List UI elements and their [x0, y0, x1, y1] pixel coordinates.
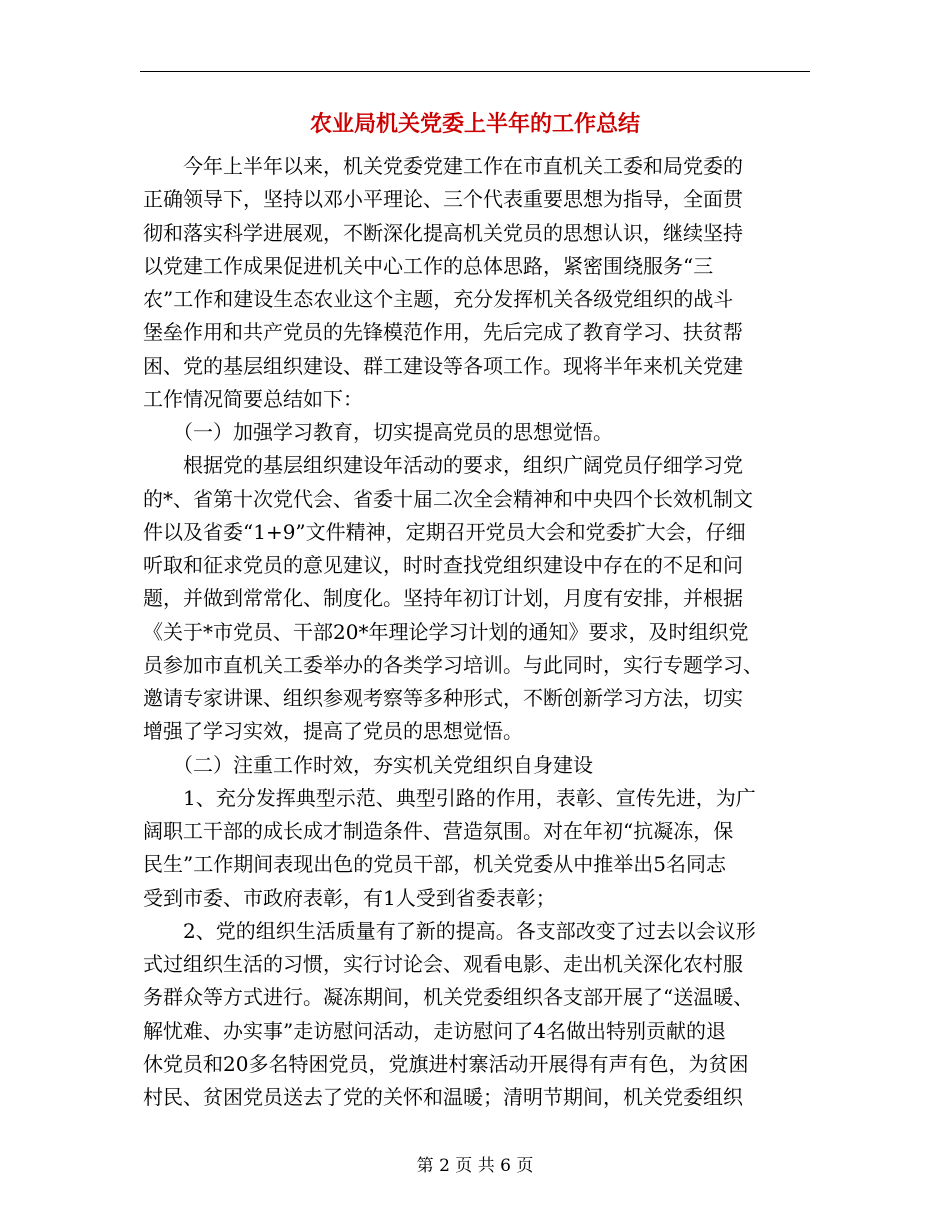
text-line: 以党建工作成果促进机关中心工作的总体思路，紧密围绕服务“三 — [143, 253, 714, 278]
text-line: 听取和征求党员的意见建议，时时查找党组织建设中存在的不足和问 — [143, 553, 743, 577]
text-line: 解忧难、办实事”走访慰问活动，走访慰问了4名做出特别贡献的退 — [143, 1018, 726, 1043]
text-line: 式过组织生活的习惯，实行讨论会、观看电影、走出机关深化农村服 — [143, 952, 743, 976]
header-rule — [140, 71, 810, 72]
text-line: 根据党的基层组织建设年活动的要求，组织广阔党员仔细学习党 — [143, 453, 743, 478]
text-line: （一）加强学习教育，切实提高党员的思想觉悟。 — [143, 420, 613, 444]
text-line: 增强了学习实效，提高了党员的思想觉悟。 — [143, 719, 523, 744]
text-line: 休党员和20多名特困党员，党旗进村寨活动开展得有声有色，为贫困 — [143, 1051, 749, 1076]
document-title: 农业局机关党委上半年的工作总结 — [309, 112, 640, 137]
text-line: 题，并做到常常化、制度化。坚持年初订计划，月度有安排，并根据 — [143, 586, 743, 611]
page-footer: 第 2 页 共 6 页 — [416, 1156, 534, 1176]
text-line: 员参加市直机关工委举办的各类学习培训。与此同时，实行专题学习、 — [143, 652, 763, 677]
text-line: 农”工作和建设生态农业这个主题，充分发挥机关各级党组织的战斗 — [143, 287, 734, 311]
text-line: 今年上半年以来，机关党委党建工作在市直机关工委和局党委的 — [143, 154, 743, 178]
text-line: 困、党的基层组织建设、群工建设等各项工作。现将半年来机关党建 — [143, 353, 743, 378]
text-line: 1、充分发挥典型示范、典型引路的作用，表彰、宣传先进，为广 — [143, 785, 756, 810]
text-line: 2、党的组织生活质量有了新的提高。各支部改变了过去以会议形 — [143, 918, 756, 943]
text-line: 务群众等方式进行。凝冻期间，机关党委组织各支部开展了“送温暖、 — [143, 985, 754, 1010]
text-line: 《关于*市党员、干部20*年理论学习计划的通知》要求，及时组织党 — [143, 619, 749, 644]
text-line: 工作情况简要总结如下： — [143, 386, 363, 411]
text-line: 正确领导下，坚持以邓小平理论、三个代表重要思想为指导，全面贯 — [143, 187, 743, 212]
text-line: 件以及省委“1+9”文件精神，定期召开党员大会和党委扩大会，仔细 — [143, 519, 746, 544]
text-line: 民生”工作期间表现出色的党员干部，机关党委从中推举出5名同志 — [143, 852, 726, 877]
text-line: 彻和落实科学进展观，不断深化提高机关党员的思想认识，继续坚持 — [143, 220, 743, 245]
text-line: 邀请专家讲课、组织参观考察等多种形式，不断创新学习方法，切实 — [143, 686, 743, 710]
text-line: （二）注重工作时效，夯实机关党组织自身建设 — [143, 752, 593, 777]
text-line: 的*、省第十次党代会、省委十届二次全会精神和中央四个长效机制文 — [143, 486, 753, 511]
document-body — [143, 150, 807, 1114]
text-line: 村民、贫困党员送去了党的关怀和温暖；清明节期间，机关党委组织 — [143, 1085, 743, 1109]
text-line: 受到市委、市政府表彰，有1人受到省委表彰； — [143, 885, 556, 910]
text-line: 堡垒作用和共产党员的先锋模范作用，先后完成了教育学习、扶贫帮 — [143, 320, 743, 345]
text-line: 阔职工干部的成长成才制造条件、营造氛围。对在年初“抗凝冻，保 — [143, 819, 734, 843]
